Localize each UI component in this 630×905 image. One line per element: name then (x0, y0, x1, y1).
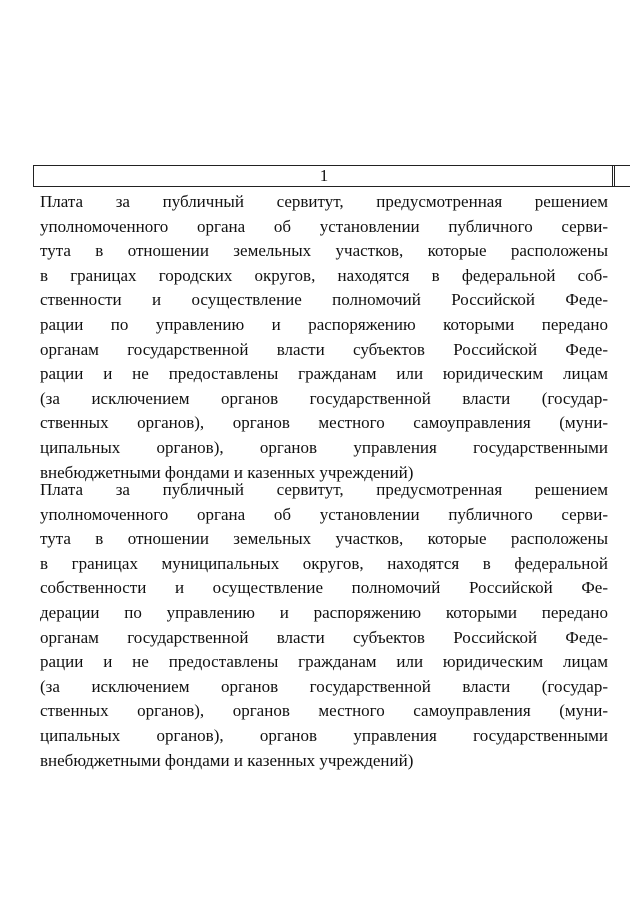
text-line: органам государственной власти субъектов Российской Феде- (40, 627, 608, 647)
text-line: органам государственной власти субъектов Российской Феде- (40, 339, 608, 359)
table-column-number: 1 (319, 166, 329, 185)
text-line: ципальных органов), органов управления государственными (40, 437, 608, 457)
text-line: тута в отношении земельных участков, которые расположены (40, 241, 608, 261)
text-line: ственных органов), органов местного самоуправления (муни- (40, 701, 608, 721)
text-line: собственности и осуществление полномочий Российской Фе- (40, 578, 608, 598)
paragraph-urban-districts (40, 190, 608, 485)
text-line: (за исключением органов государственной власти (государ- (40, 388, 608, 408)
text-line: внебюджетными фондами и казенных учреждений) (40, 750, 414, 770)
text-line: в границах муниципальных округов, находятся в федеральной (40, 553, 608, 573)
text-line: уполномоченного органа об установлении публичного серви- (40, 216, 608, 236)
table-next-column-edge (615, 165, 630, 187)
text-line: внебюджетными фондами и казенных учреждений) (40, 462, 414, 482)
text-line: ственности и осуществление полномочий Российской Феде- (40, 290, 608, 310)
text-line: ципальных органов), органов управления государственными (40, 725, 608, 745)
text-line: рации и не предоставлены гражданам или юридическим лицам (40, 652, 608, 672)
text-line: рации и не предоставлены гражданам или юридическим лицам (40, 364, 608, 384)
text-line: в границах городских округов, находятся в федеральной соб- (40, 265, 608, 285)
text-line: Плата за публичный сервитут, предусмотренная решением (40, 480, 608, 499)
paragraph-municipal-districts (40, 478, 608, 773)
text-line: тута в отношении земельных участков, которые расположены (40, 529, 608, 549)
text-line: дерации по управлению и распоряжению которыми передано (40, 602, 608, 622)
text-line: ственных органов), органов местного самоуправления (муни- (40, 413, 608, 433)
text-line: (за исключением органов государственной власти (государ- (40, 676, 608, 696)
text-line: Плата за публичный сервитут, предусмотренная решением (40, 192, 608, 211)
text-line: рации по управлению и распоряжению которыми передано (40, 314, 608, 334)
text-line: уполномоченного органа об установлении публичного серви- (40, 504, 608, 524)
